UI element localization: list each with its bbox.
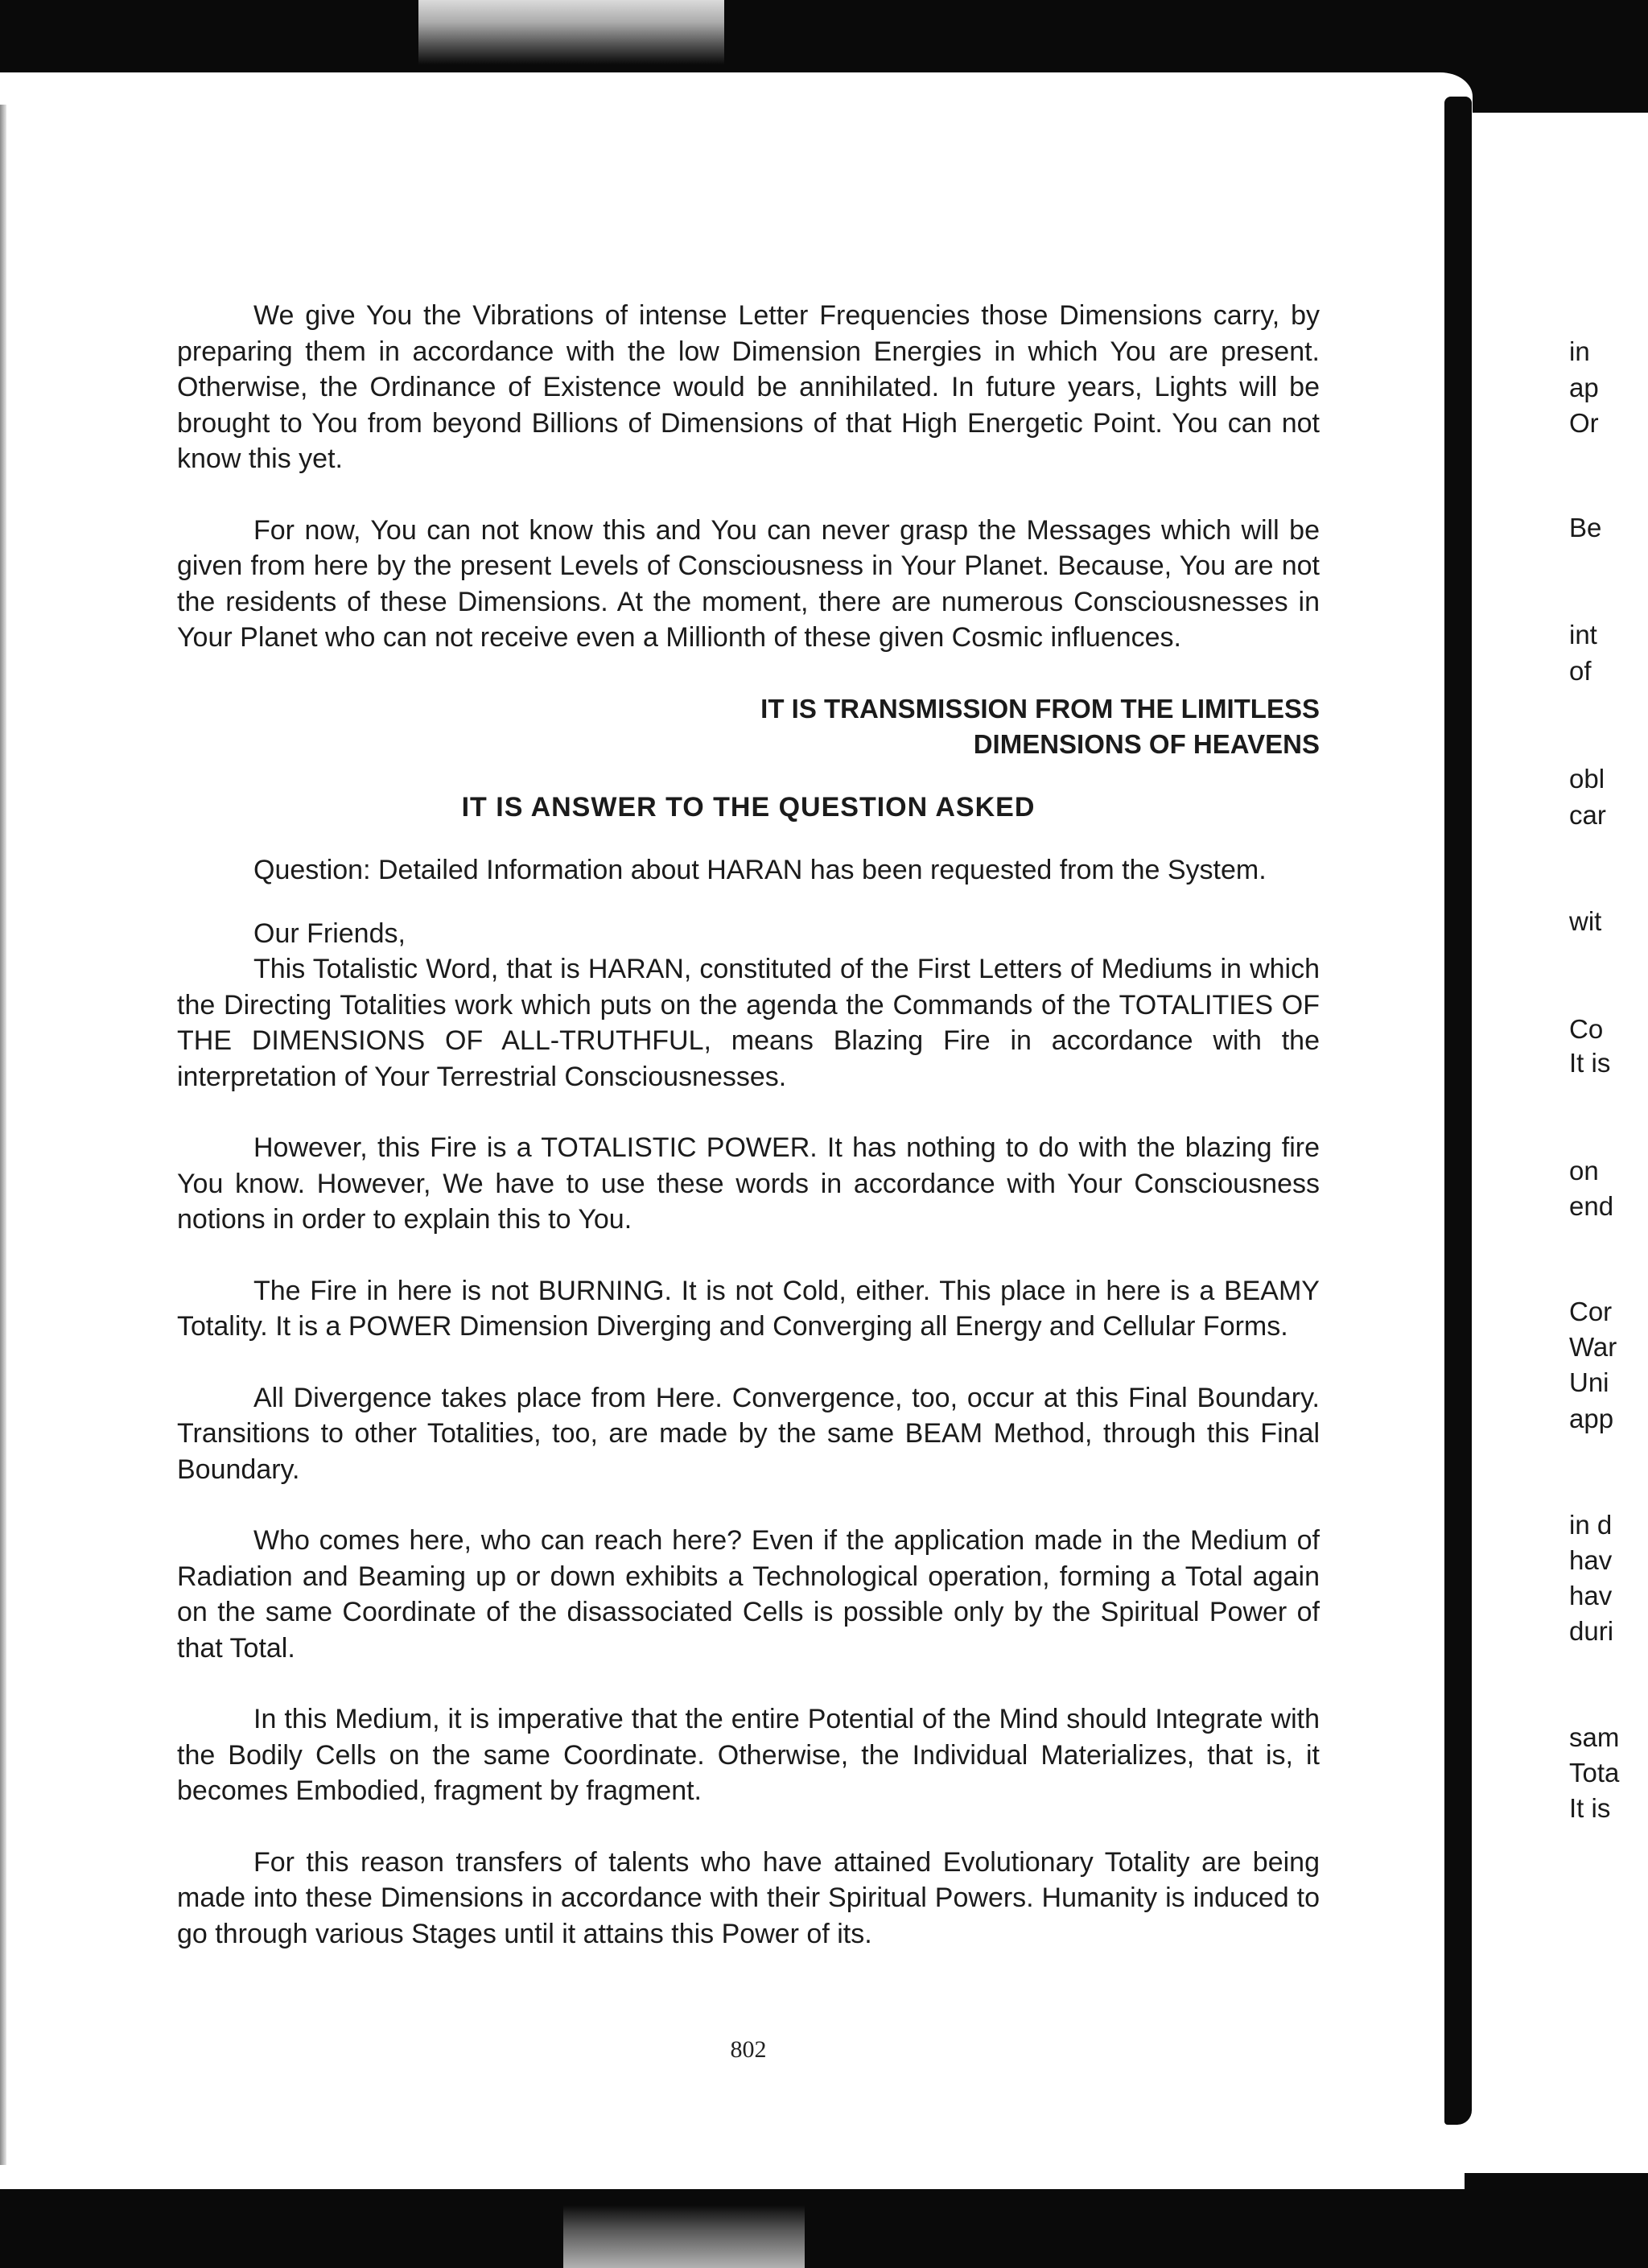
fragment: on [1569,1156,1599,1186]
fragment: It is [1569,1793,1611,1823]
fragment: sam [1569,1722,1620,1752]
book-spine [1444,97,1472,2125]
fragment: Uni [1569,1367,1609,1397]
scan-glare-bottom [563,2205,805,2268]
page-bottom-paper [0,2165,1465,2189]
fragment: obl [1569,764,1605,794]
paragraph: Who comes here, who can reach here? Even if the application made in the Medium of Radiation and Beaming up or down exhibits a Technological operation, forming a Total again on the same Coordinate of the disassociated Cells is possible only by the Spiritual Power of that Total. [177,1525,1320,1664]
paragraph: However, this Fire is a TOTALISTIC POWER. It has nothing to do with the blazing fire You know. However, We have to use these words in accordance with Your Consciousness notions in order to explain this to You. [177,1132,1320,1235]
page-number: 802 [730,2036,767,2063]
fragment: ap [1569,373,1599,402]
fragment: hav [1569,1581,1613,1610]
fragment: wit [1569,906,1602,936]
scan-glare-top [418,0,724,64]
fragment: car [1569,800,1606,830]
fragment: in [1569,336,1590,366]
paragraph: This Totalistic Word, that is HARAN, constituted of the First Letters of Mediums in which the Directing Totalities work which puts on the agenda the Commands of the TOTALITIES OF THE DIMENSIONS OF ALL-TRUTHFUL, means Blazing Fire in accordance with the interpretation of Your Terrestrial Consciousnesses. [177,954,1320,1092]
fragment: duri [1569,1616,1614,1646]
scan-top-edge [0,0,1648,113]
fragment: War [1569,1332,1617,1362]
fragment: int [1569,620,1597,649]
fragment: It is [1569,1048,1611,1078]
section-heading-answer: IT IS ANSWER TO THE QUESTION ASKED [461,791,1036,823]
page-top-curve [0,72,1473,121]
paragraph: The Fire in here is not BURNING. It is not Cold, either. This place in here is a BEAMY Totality. It is a POWER Dimension Diverging and Converging all Energy and Cellular Forms. [177,1275,1320,1342]
fragment: in d [1569,1510,1613,1540]
section-heading-line1: IT IS TRANSMISSION FROM THE LIMITLESS [760,693,1320,724]
section-heading-line2: DIMENSIONS OF HEAVENS [973,728,1320,759]
fragment: Tota [1569,1758,1620,1788]
fragment: Be [1569,513,1602,542]
paragraph: We give You the Vibrations of intense Letter Frequencies those Dimensions carry, by preparing them in accordance with the low Dimension Energies in which You are present. Otherwise, the Ordinance of Existence would be annihilated. In future years, Lights will be brought to You from beyond Billions of Dimensions of that High Energetic Point. You can not know this yet. [177,300,1320,474]
paragraph: All Divergence takes place from Here. Convergence, too, occur at this Final Boundary. Transitions to other Totalities, too, are made by the same BEAM Method, through this Final Boundary. [177,1382,1320,1485]
fragment: hav [1569,1545,1613,1575]
scan-left-edge [0,105,6,2181]
fragment: Cor [1569,1297,1613,1326]
fragment: of [1569,656,1592,686]
paragraph: In this Medium, it is imperative that the entire Potential of the Mind should Integrate with the Bodily Cells on the same Coordinate. Otherwise, the Individual Materializes, that is, it becomes Embodied, fragment by fragment. [177,1704,1320,1806]
fragment: end [1569,1191,1614,1221]
scan-bottom-edge [0,2173,1648,2268]
facing-page-fragments [1569,0,1648,2268]
paragraph: For now, You can not know this and You can never grasp the Messages which will be given from here by the present Levels of Consciousness in Your Planet. Because, You are not the residents of these Dimensions. At the moment, there are numerous Consciousnesses in Your Planet who can not receive even a Millionth of these given Cosmic influences. [177,514,1320,653]
paragraph: For this reason transfers of talents who have attained Evolutionary Totality are being made into these Dimensions in accordance with their Spiritual Powers. Humanity is induced to go through various Stages until it attains this Power of its. [177,1846,1320,1949]
fragment: Or [1569,408,1599,438]
fragment: Co [1569,1014,1604,1044]
question: Question: Detailed Information about HARAN has been requested from the System. [253,855,1267,885]
page-body [177,298,1320,1952]
fragment: app [1569,1404,1614,1433]
salutation: Our Friends, [253,918,406,949]
